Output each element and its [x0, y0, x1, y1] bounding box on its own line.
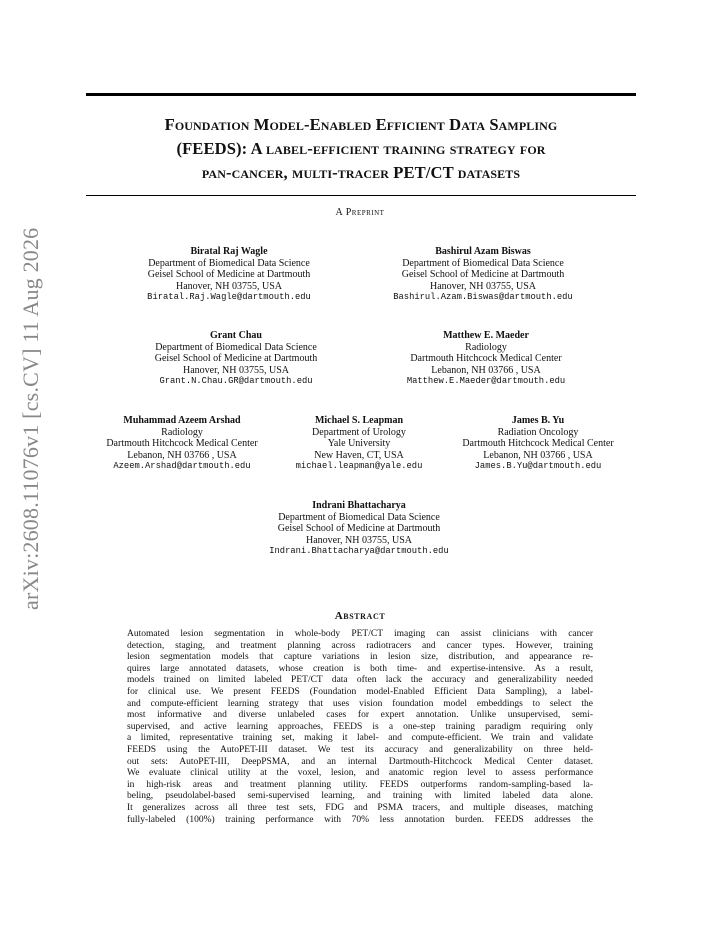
- author-name: Michael S. Leapman: [314, 415, 404, 426]
- author-name: Bashirul Azam Biswas: [435, 246, 531, 257]
- author-block: [296, 415, 423, 473]
- author-block: [155, 330, 317, 388]
- author-affiliation: Geisel School of Medicine at Dartmouth: [277, 523, 441, 535]
- author-email[interactable]: Matthew.E.Maeder@dartmouth.edu: [406, 376, 566, 387]
- abstract-line: We evaluate clinical utility at the voxel, lesion, and anatomic region level to assess performance: [127, 768, 593, 779]
- preprint-label: A Preprint: [335, 207, 385, 218]
- author-address: Lebanon, NH 03766 , USA: [127, 449, 237, 461]
- abstract-line: lesion segmentation models that capture variations in lesion size, distribution, and appearance re-: [127, 652, 593, 663]
- author-address: New Haven, CT, USA: [314, 449, 404, 461]
- author-affiliation: Geisel School of Medicine at Dartmouth: [147, 269, 311, 281]
- author-affiliation: Department of Biomedical Data Science: [402, 257, 564, 269]
- abstract-line: detection, staging, and treatment planning across radiotracers and cancer types. However, training: [127, 640, 593, 651]
- abstract-line: supervised, and active learning approaches, FEEDS is a one-step training paradigm requiring only: [127, 721, 593, 732]
- author-block: [393, 246, 573, 304]
- author-affiliation: Dartmouth Hitchcock Medical Center: [462, 438, 614, 450]
- author-block: [147, 246, 311, 304]
- author-block: [106, 415, 257, 473]
- author-email[interactable]: michael.leapman@yale.edu: [295, 461, 423, 472]
- author-affiliation: Radiology: [161, 426, 203, 438]
- abstract-line: beling, pseudolabel-based semi-supervised learning, and training with limited labeled data alone.: [127, 791, 593, 802]
- author-affiliation: Radiation Oncology: [497, 426, 579, 438]
- author-address: Hanover, NH 03755, USA: [176, 280, 282, 292]
- author-email[interactable]: Azeem.Arshad@dartmouth.edu: [113, 461, 251, 472]
- author-affiliation: Radiology: [465, 341, 507, 353]
- arxiv-identifier: arXiv:2608.11076v1 [cs.CV] 11 Aug 2026: [18, 227, 43, 610]
- abstract-line: for clinical use. We present FEEDS (Foundation model-Enabled Efficient Data Sampling), a label-: [127, 686, 593, 697]
- title-line-2: (FEEDS): A label-efficient training strategy for: [176, 139, 546, 158]
- abstract-line: most informative and diverse unlabeled cases for expert annotation. Unlike unsupervised, semi-: [127, 710, 593, 721]
- author-name: Indrani Bhattacharya: [312, 500, 406, 511]
- author-email[interactable]: James.B.Yu@dartmouth.edu: [474, 461, 602, 472]
- author-block: [462, 415, 613, 473]
- abstract-body: [127, 629, 593, 826]
- author-affiliation: Dartmouth Hitchcock Medical Center: [106, 438, 258, 450]
- author-address: Hanover, NH 03755, USA: [306, 534, 412, 546]
- author-affiliation: Department of Biomedical Data Science: [148, 257, 310, 269]
- author-email[interactable]: Grant.N.Chau.GR@dartmouth.edu: [159, 376, 313, 387]
- author-name: Matthew E. Maeder: [443, 330, 529, 341]
- abstract-line: quires large annotated datasets, whose creation is both time- and expertise-intensive. As a result,: [127, 663, 593, 674]
- abstract-line: and compute-efficient learning strategy that uses vision foundation model embeddings to select the: [127, 698, 593, 709]
- title-line-1: Foundation Model-Enabled Efficient Data Sampling: [164, 115, 558, 134]
- author-affiliation: Geisel School of Medicine at Dartmouth: [154, 353, 318, 365]
- author-address: Lebanon, NH 03766 , USA: [431, 364, 541, 376]
- abstract-line: a limited, representative training set, making it label- and compute-efficient. We train and validate: [127, 733, 593, 744]
- abstract-line: models trained on limited labeled PET/CT data often lack the accuracy and generalizability needed: [127, 675, 593, 686]
- author-affiliation: Department of Biomedical Data Science: [278, 511, 440, 523]
- title-bottom-rule: [86, 195, 636, 196]
- author-affiliation: Department of Biomedical Data Science: [155, 341, 317, 353]
- author-address: Hanover, NH 03755, USA: [430, 280, 536, 292]
- author-email[interactable]: Bashirul.Azam.Biswas@dartmouth.edu: [393, 292, 573, 303]
- title-line-3: pan-cancer, multi-tracer PET/CT datasets: [201, 163, 521, 182]
- author-email[interactable]: Indrani.Bhattacharya@dartmouth.edu: [269, 546, 449, 557]
- abstract-line: out sets: AutoPET-III, DeepPSMA, and an internal Dartmouth-Hitchcock Medical Center dataset.: [127, 756, 593, 767]
- author-affiliation: Geisel School of Medicine at Dartmouth: [401, 269, 565, 281]
- author-block: [269, 500, 449, 558]
- paper-title: [86, 113, 636, 185]
- author-block: [407, 330, 565, 388]
- author-affiliation: Dartmouth Hitchcock Medical Center: [410, 353, 562, 365]
- title-top-rule: [86, 93, 636, 96]
- abstract-line: in high-risk areas and treatment planning utility. FEEDS outperforms random-sampling-based la-: [127, 779, 593, 790]
- author-address: Hanover, NH 03755, USA: [183, 364, 289, 376]
- author-name: Grant Chau: [210, 330, 262, 341]
- author-email[interactable]: Biratal.Raj.Wagle@dartmouth.edu: [147, 292, 311, 303]
- author-affiliation: Department of Urology: [312, 426, 406, 438]
- abstract-heading: Abstract: [334, 610, 386, 622]
- abstract-line: fully-labeled (100%) training performance with 70% less annotation burden. FEEDS addresses the: [127, 814, 593, 825]
- author-affiliation: Yale University: [327, 438, 391, 450]
- author-name: Muhammad Azeem Arshad: [123, 415, 241, 426]
- abstract-line: Automated lesion segmentation in whole-body PET/CT imaging can assist clinicians with cancer: [127, 629, 593, 639]
- author-name: Biratal Raj Wagle: [190, 246, 268, 257]
- abstract-line: It generalizes across all three test sets, FDG and PSMA tracers, and multiple diseases, matching: [127, 802, 593, 813]
- abstract-line: FEEDS using the AutoPET-III dataset. We test its accuracy and generalizability on three held-: [127, 744, 593, 755]
- author-address: Lebanon, NH 03766 , USA: [483, 449, 593, 461]
- author-name: James B. Yu: [511, 415, 565, 426]
